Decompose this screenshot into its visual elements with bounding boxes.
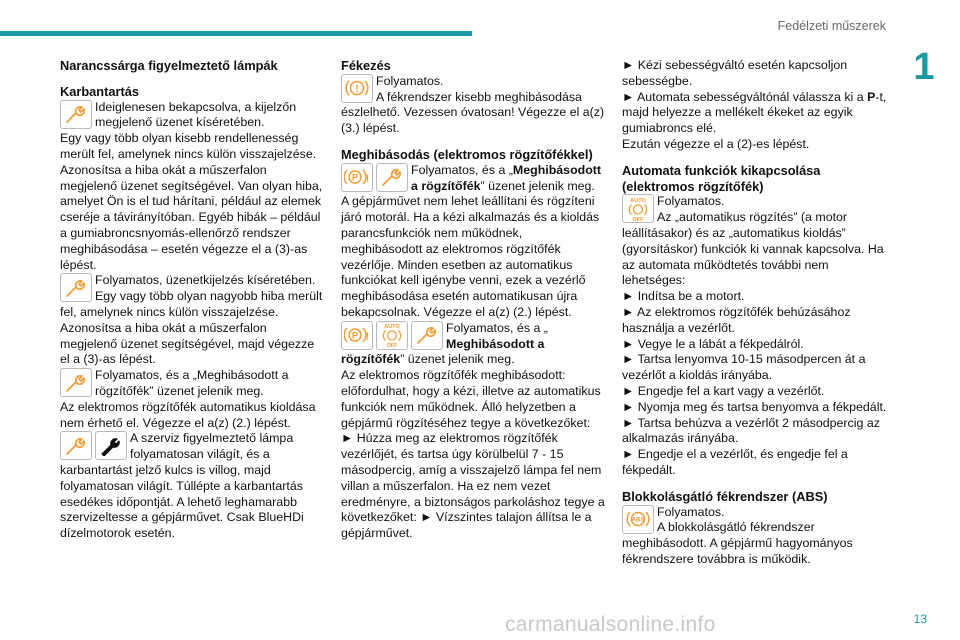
section-heading: Narancssárga figyelmeztető lámpák [60, 58, 278, 73]
paragraph: Az elektromos rögzítőfék meghibásodott: előfordulhat, hogy a kézi, illetve az automatikus funkciók nem működnek. Álló helyzetben a gépjármű rögzítéséhez tegye a következőket: ► Húzza meg az elektromos rögzítőfék vezérlőjét, és tartsa úgy körülbelül 7 - 15 másodpercig, amíg a visszajelző lámpa fel nem villan a műszerfalon. Ha ez nem vezet eredményre, a biztonságos parkoláshoz tegye a következőket: ► Vízszintes talajon állítsa le a gépjárművet. [341, 368, 605, 541]
subheading-abs: Blokkolásgátló fékrendszer (ABS) [622, 488, 828, 504]
wrench-warning-icon [60, 431, 92, 460]
svg-text:OFF: OFF [632, 216, 644, 222]
paragraph: meghibásodott. A gépjármű hagyományos fékrendszere továbbra is működik. [622, 536, 853, 566]
entry-text: Folyamatos, üzenetkijelzés kíséretében. Egy vagy több olyan nagyobb hiba merült [95, 273, 323, 304]
entry-text: A szerviz figyelmeztető lámpa folyamatosan világít, és a [130, 431, 294, 462]
auto-off-icon [622, 194, 654, 223]
wrench-warning-icon [376, 163, 408, 192]
step: ► Az elektromos rögzítőfék behúzásához használja a vezérlőt. [622, 304, 851, 335]
subheading-fekezes: Fékezés [341, 58, 391, 73]
paragraph: Ezután végezze el a (2)-es lépést. [622, 136, 810, 151]
entry-text: Folyamatos. A fékrendszer kisebb meghibásodása [376, 73, 582, 104]
svg-text:!: ! [365, 173, 370, 186]
paragraph: karbantartást jelző kulcs is villog, majd folyamatosan világít. Túllépte a karbantartás esedékes időpontját. A lehető leghamarabb szervizeltesse a gépjárművet. Csak BlueHDi dízelmotorok esetén. [60, 462, 304, 541]
column-2 [341, 58, 605, 542]
step: ► Engedje fel a kart vagy a vezérlőt. [622, 383, 825, 398]
paragraph: ► Automata sebességváltónál válassza ki a P-t, majd helyezze a mellékelt ékeket az egyik gumiabroncs elé. [622, 89, 887, 136]
svg-text:AUTO: AUTO [630, 197, 646, 204]
paragraph: leállításakor) és az „automatikus kioldás” (gyorsításkor) funkciók ki vannak kapcsolva. Ha az automata működtetés további nem lehetséges: [622, 225, 884, 288]
header-accent-bar [0, 31, 472, 36]
entry-row [341, 163, 605, 195]
entry-row [341, 74, 605, 106]
chapter-number: 1 [913, 46, 935, 88]
wrench-warning-icon [60, 273, 92, 302]
parking-brake-icon [341, 321, 373, 350]
entry-row [341, 321, 605, 353]
svg-text:!: ! [365, 331, 370, 344]
parking-brake-icon [341, 163, 373, 192]
paragraph: Egy vagy több olyan kisebb rendellenesség merült fel, amelynek nincs külön visszajelzése. Azonosítsa a hiba okát a műszerfalon megjelenő üzenet segítségével. Van olyan hiba, amelyet Ön is el tud hárítani, például az elemek cseréje a távirányítóban. Egyéb hibák – például a gumiabroncsnyomás-ellenőrző rendszer meghibásodása – esetén végezze el a (3)-as lépést. [60, 131, 323, 272]
entry-row [622, 505, 888, 537]
abs-icon [622, 505, 654, 534]
column-1 [60, 58, 324, 542]
service-wrench-icon [95, 431, 127, 460]
svg-text:ABS: ABS [631, 517, 645, 524]
entry-text: Folyamatos. A blokkolásgátló fékrendszer [657, 504, 815, 535]
paragraph: rögzítőfék” üzenet jelenik meg. [341, 352, 515, 367]
paragraph: fel, amelynek nincs külön visszajelzése. Azonosítsa a hiba okát a műszerfalon megjelenő üzenet segítségével, majd végezze el a (3)-as lépést. [60, 304, 315, 367]
entry-row [60, 431, 324, 463]
subheading-karbantartas: Karbantartás [60, 83, 139, 99]
step: ► Tartsa lenyomva 10-15 másodpercen át a vezérlőt a kioldás irányába. [622, 352, 866, 383]
wrench-warning-icon [60, 100, 92, 129]
subheading-meghibasodas: Meghibásodás (elektromos rögzítőfékkel) [341, 146, 593, 162]
wrench-warning-icon [411, 321, 443, 350]
brake-circle-icon [341, 74, 373, 103]
entry-row [60, 273, 324, 305]
entry-text: Ideiglenesen bekapcsolva, a kijelzőn megjelenő üzenet kíséretében. [95, 99, 297, 130]
page-number: 13 [913, 612, 927, 626]
step: ► Indítsa be a motort. [622, 289, 745, 304]
auto-off-icon [376, 321, 408, 350]
step: ► Vegye le a lábát a fékpedálról. [622, 336, 804, 351]
section-title: Fedélzeti műszerek [777, 19, 886, 33]
watermark: carmanualsonline.info [505, 613, 716, 636]
entry-text: Folyamatos, és a „ Meghibásodott a [446, 320, 548, 351]
paragraph: észlelhető. Vezessen óvatosan! Végezze el a(z) (3.) lépést. [341, 105, 605, 136]
svg-text:OFF: OFF [386, 343, 398, 349]
svg-text:P: P [351, 330, 359, 341]
column-3 [622, 58, 888, 568]
entry-text: Folyamatos. Az „automatikus rögzítés” (a motor [657, 194, 848, 225]
subheading-automata: Automata funkciók kikapcsolása (elektromos rögzítőfék) [622, 162, 821, 194]
step: ► Tartsa behúzva a vezérlőt 2 másodpercig az alkalmazás irányába. [622, 415, 880, 446]
svg-text:P: P [351, 172, 359, 183]
entry-text: Folyamatos, és a „Meghibásodott a rögzítőfék” üzenet jelenik meg. [411, 162, 602, 193]
wrench-warning-icon [60, 368, 92, 397]
entry-text: Folyamatos, és a „Meghibásodott a rögzítőfék” üzenet jelenik meg. [95, 368, 289, 398]
paragraph: A gépjárművet nem lehet leállítani és rögzíteni járó motorál. Ha a kézi alkalmazás és a kioldás parancsfunkciók nem működnek, meghibásodott az elektromos rögzítőfék vezérlője. Minden esetben az automatikus funkciókat kell igénybe venni, ezek a vezérlő meghibásodása esetén automatikusan újra bekapcsolnak. Végezze el a(z) (2.) lépést. [341, 194, 600, 319]
paragraph: ► Kézi sebességváltó esetén kapcsoljon sebességbe. [622, 58, 848, 88]
step: ► Engedje el a vezérlőt, és engedje fel a fékpedált. [622, 447, 848, 477]
paragraph: Az elektromos rögzítőfék automatikus kioldása nem érhető el. Végezze el a(z) (2.) lépést. [60, 399, 316, 430]
svg-text:!: ! [355, 84, 359, 96]
svg-text:AUTO: AUTO [384, 324, 400, 331]
entry-row [60, 100, 324, 132]
entry-row [622, 194, 888, 226]
step: ► Nyomja meg és tartsa benyomva a fékpedált. [622, 399, 887, 414]
entry-row [60, 368, 324, 400]
